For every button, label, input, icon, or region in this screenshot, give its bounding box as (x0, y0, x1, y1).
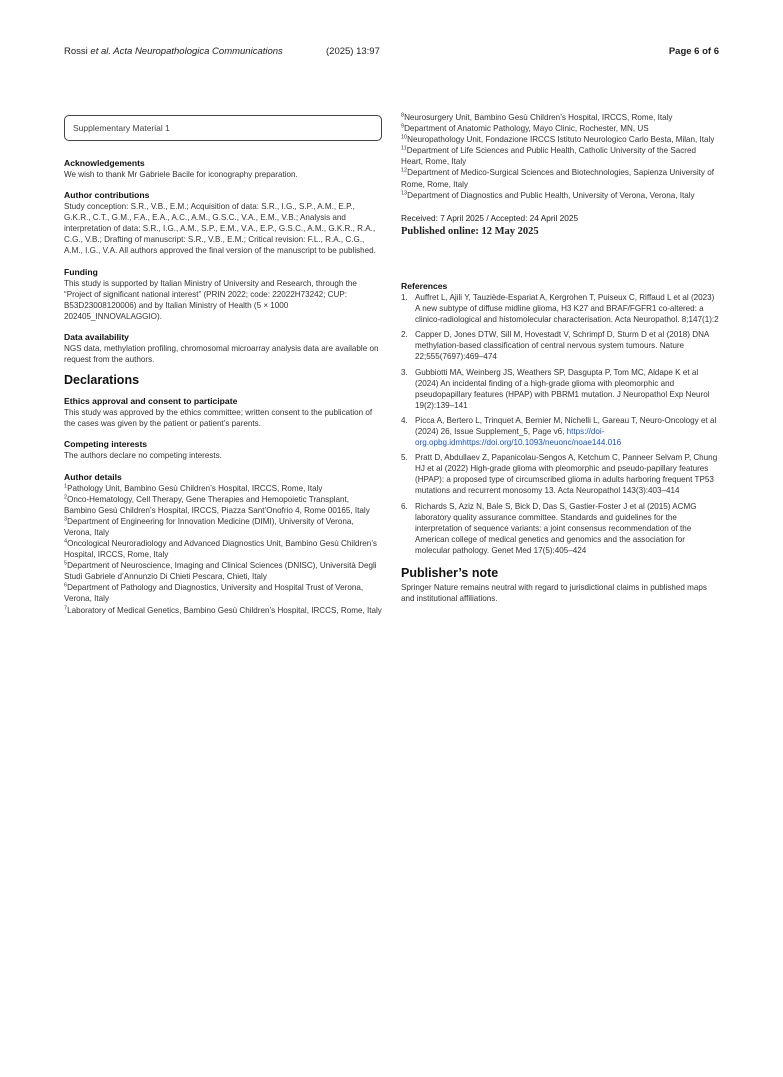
affiliation-number: 11 (401, 145, 407, 152)
contributions-heading: Author contributions (64, 190, 150, 201)
reference-item (401, 367, 719, 411)
reference-body (415, 501, 719, 556)
ethics-heading: Ethics approval and consent to participate (64, 396, 238, 407)
right-column (401, 112, 719, 604)
reference-body (415, 329, 719, 362)
affiliation-item (64, 605, 382, 616)
references-heading: References (401, 280, 448, 291)
affiliation-number: 7 (64, 604, 68, 611)
reference-number: 4. (401, 415, 408, 425)
affiliation-number: 4 (64, 538, 68, 545)
page-number: Page 6 of 6 (668, 46, 719, 57)
reference-number: 3. (401, 367, 408, 377)
reference-number: 6. (401, 501, 408, 511)
reference-number: 2. (401, 330, 408, 340)
funding-heading: Funding (64, 266, 98, 277)
acknowledgements-heading: Acknowledgements (64, 158, 145, 168)
affiliation-item (64, 494, 382, 516)
author-details-heading: Author details (64, 471, 122, 482)
reference-number: 1. (401, 292, 408, 302)
reference-text: Richards S, Aziz N, Bale S, Bick D, Das S, Gastier-Foster J et al (2015) ACMG laboratory quality assurance committee. Standards and guidelines for the interpretation of sequence variants: a joint consensus recommendation of the American college of medical genetics and genomics and the association for molecular pathology. Genet Med 17(5):405–424 (415, 501, 697, 555)
affiliation-list (64, 483, 382, 616)
affiliation-item (64, 560, 382, 582)
reference-body (415, 292, 719, 325)
acknowledgements-section (64, 158, 382, 180)
affiliation-list-continued (401, 112, 719, 201)
affiliation-text: Department of Neuroscience, Imaging and Clinical Sciences (DNISC), Università Degli Studi Gabriele d’Annunzio Di Chieti Pescara, Chieti, Italy (64, 561, 377, 582)
funding-section (64, 267, 382, 322)
contributions-section (64, 190, 382, 256)
affiliation-item (401, 134, 719, 145)
data-availability-heading: Data availability (64, 331, 129, 342)
reference-text: Capper D, Jones DTW, Sill M, Hovestadt V, Schrimpf D, Sturm D et al (2018) DNA methylation-based classification of central nervous system tumours. Nature 22;555(7697):469–474 (415, 330, 709, 362)
competing-interests-text: The authors declare no competing interests. (64, 451, 222, 461)
received-accepted-dates: Received: 7 April 2025 / Accepted: 24 April 2025 (401, 212, 579, 223)
affiliation-item (401, 167, 719, 189)
affiliation-item (401, 145, 719, 167)
reference-text: Auffret L, Ajili Y, Tauziède-Espariat A, Kergrohen T, Puiseux C, Riffaud L et al (2023) A new subtype of diffuse midline glioma, H3 K27 and BRAF/FGFR1 co-altered: a clinico-radiological and histomolecular characterisation. Acta Neuropathol. 8;147(1):2 (415, 292, 719, 325)
competing-interests-section (64, 439, 382, 461)
affiliation-text: Department of Engineering for Innovation Medicine (DIMI), University of Verona, Verona, Italy (64, 516, 354, 537)
affiliation-item (401, 123, 719, 134)
reference-text: Gubbiotti MA, Weinberg JS, Weathers SP, Dasgupta P, Tom MC, Aldape K et al (2024) An incidental finding of a high-grade glioma with pleomorphic and pseudopapillary features (HPAP) with PBRM1 mutation. J Neuropathol Exp Neurol 19(2):139–141 (415, 367, 710, 410)
affiliation-item (64, 516, 382, 538)
reference-text: Picca A, Bertero L, Trinquet A, Bernier M, Nichelli L, Gareau T, Neuro-Oncology et al (2024) 26, Issue Supplement_5, Page v6, (415, 415, 717, 436)
affiliation-text: Department of Diagnostics and Public Health, University of Verona, Verona, Italy (407, 190, 695, 200)
affiliation-item (401, 190, 719, 201)
ethics-section (64, 396, 382, 429)
affiliation-number: 10 (401, 134, 408, 141)
affiliation-number: 12 (401, 167, 408, 174)
reference-text: Pratt D, Abdullaev Z, Papanicolau-Sengos A, Ketchum C, Panneer Selvam P, Chung HJ et al (2022) High-grade glioma with pleomorphic and pseudo-papillary features (HPAP): a proposed type of circumscribed glioma in adults harboring frequent TP53 mutations and recurrent monosomy 13. Acta Neuropathol 143(3):403–414 (415, 453, 718, 496)
contributions-text: Study conception: S.R., V.B., E.M.; Acquisition of data: S.R., I.G., S.P., A.M., E.P., G.K.R., C.T., G.M., F.A., E.A., A.C., A.M., G.S.C., V.A., E.M., V.B.; Analysis and interpretation of data: S.R., I.G., A.M., S.P., E.M., V.A., E.P., G.S.C., A.M., G.K.R., R.A., C.G., V.B.; Drafting of manuscript: S.R., V.B., E.M.; Critical revision: F.L., R.A., C.G., A.M., I.G., V.A. All authors approved the final version of the manuscript to be published. (64, 202, 376, 256)
reference-body (415, 452, 719, 496)
affiliation-text: Laboratory of Medical Genetics, Bambino Gesù Children’s Hospital, IRCCS, Rome, Italy (67, 605, 382, 615)
header-authors: Rossi (64, 46, 91, 57)
references-section (401, 281, 719, 556)
affiliation-text: Oncological Neuroradiology and Advanced Diagnostics Unit, Bambino Gesù Children’s Hospital, IRCCS, Rome, Italy (64, 538, 377, 560)
affiliation-text: Onco-Hematology, Cell Therapy, Gene Therapies and Hemopoietic Transplant, Bambino Gesù Children’s Hospital, IRCCS, Piazza Sant’Onofrio 4, Rome 00165, Italy (64, 494, 370, 515)
affiliation-number: 9 (401, 123, 405, 130)
publisher-note-section (401, 568, 719, 604)
supplementary-label: Supplementary Material 1 (73, 123, 170, 133)
header-issue: (2025) 13:97 (326, 46, 380, 57)
left-column (64, 115, 382, 626)
affiliation-text: Neurosurgery Unit, Bambino Gesù Children’s Hospital, IRCCS, Rome, Italy (404, 113, 673, 122)
affiliation-number: 1 (64, 482, 68, 489)
reference-item (401, 501, 719, 556)
published-date: Published online: 12 May 2025 (401, 225, 539, 237)
affiliation-number: 8 (401, 112, 405, 119)
affiliation-item (64, 483, 382, 494)
supplementary-material-box[interactable] (64, 115, 382, 141)
affiliation-text: Department of Life Sciences and Public Health, Catholic University of the Sacred Heart, Rome, Italy (401, 146, 696, 167)
reference-list (401, 292, 719, 556)
declarations-heading: Declarations (64, 373, 140, 388)
reference-item (401, 452, 719, 496)
affiliation-text: Pathology Unit, Bambino Gesù Children’s Hospital, IRCCS, Rome, Italy (67, 483, 323, 493)
acknowledgements-text: We wish to thank Mr Gabriele Bacile for iconography preparation. (64, 170, 298, 179)
publisher-note-text: Springer Nature remains neutral with regard to jurisdictional claims in published maps and institutional affiliations. (401, 583, 707, 604)
author-details-section (64, 472, 382, 616)
affiliation-number: 5 (64, 560, 68, 567)
affiliation-number: 13 (401, 189, 408, 196)
affiliation-text: Department of Pathology and Diagnostics, University and Hospital Trust of Verona, Verona, Italy (64, 583, 364, 604)
reference-body (415, 367, 719, 411)
affiliation-text: Neuropathology Unit, Fondazione IRCCS Istituto Neurologico Carlo Besta, Milan, Italy (407, 135, 715, 145)
reference-doi-link[interactable]: https://doi-org.opbg.idmhttps://doi.org/10.1093/neuonc/noae144.016 (415, 426, 622, 448)
funding-text: This study is supported by Italian Ministry of University and Research, through the “Project of significant national interest” (PRIN 2022; code: 22022H73242; CUP: B53D23008120006) and by Italian Ministry of Health (5 × 1000 202405_INNOVALAGGIO). (64, 278, 357, 321)
reference-number: 5. (401, 453, 408, 463)
journal-citation (64, 46, 283, 57)
competing-interests-heading: Competing interests (64, 439, 148, 450)
affiliation-number: 3 (64, 516, 68, 523)
affiliation-item (401, 112, 719, 123)
ethics-text: This study was approved by the ethics committee; written consent to the publication of the cases was given by the patient or patient’s parents. (64, 408, 373, 429)
article-dates (401, 213, 719, 237)
header-journal: et al. Acta Neuropathologica Communications (90, 46, 283, 57)
affiliation-number: 6 (64, 582, 68, 589)
reference-body (415, 415, 719, 448)
reference-item (401, 415, 719, 448)
affiliation-item (64, 538, 382, 560)
affiliation-text: Department of Anatomic Pathology, Mayo Clinic, Rochester, MN, US (404, 124, 649, 134)
publisher-note-heading: Publisher’s note (401, 566, 499, 580)
reference-item (401, 329, 719, 362)
affiliation-text: Department of Medico-Surgical Sciences and Biotechnologies, Sapienza University of Rome, Rome, Italy (401, 168, 714, 189)
data-availability-section (64, 332, 382, 365)
affiliation-item (64, 582, 382, 604)
reference-item (401, 292, 719, 325)
affiliation-number: 2 (64, 493, 68, 500)
data-availability-text: NGS data, methylation profiling, chromosomal microarray analysis data are available on request from the authors. (64, 343, 379, 365)
